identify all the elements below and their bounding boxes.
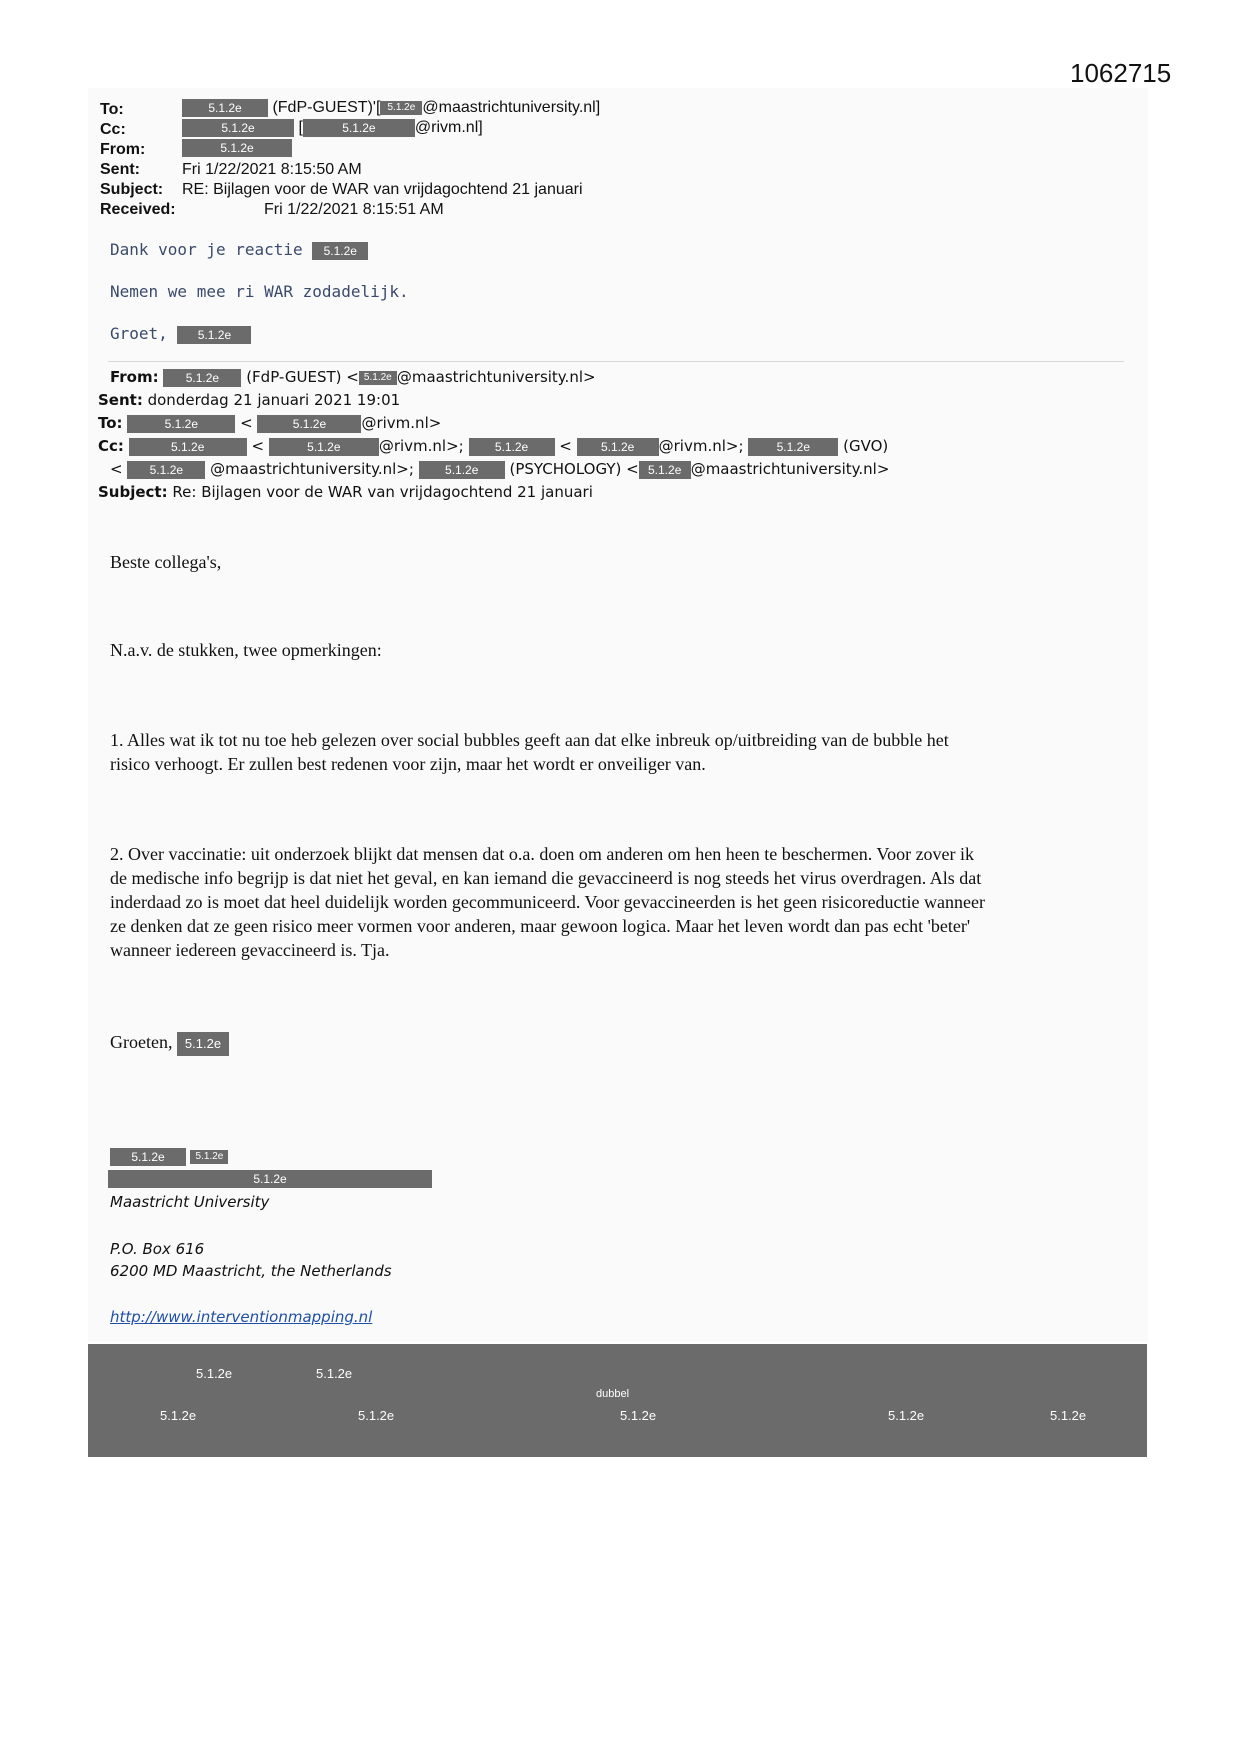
reply-line-1 (110, 240, 368, 260)
to-value (182, 98, 600, 118)
quoted-from-text: (FdP-GUEST) < (246, 368, 359, 386)
redaction: 5.1.2e (312, 242, 368, 260)
quoted-subject-label: Subject: (98, 483, 168, 501)
redaction: 5.1.2e (316, 1366, 353, 1381)
quoted-to-address: @rivm.nl> (361, 414, 442, 432)
quoted-from-label: From: (110, 368, 159, 386)
signature-org: Maastricht University (110, 1193, 270, 1211)
quoted-sent-value: donderdag 21 januari 2021 19:01 (147, 391, 401, 409)
redaction: 5.1.2e (380, 101, 422, 115)
redaction: 5.1.2e (1050, 1408, 1087, 1423)
quoted-to-label: To: (98, 414, 123, 432)
redaction: 5.1.2e (469, 438, 555, 456)
redaction: 5.1.2e (182, 139, 292, 157)
website-link[interactable]: http://www.interventionmapping.nl (110, 1308, 373, 1326)
quoted-cc-row (98, 435, 888, 457)
quoted-cc-text: < (110, 460, 123, 478)
redaction: 5.1.2e (177, 326, 251, 344)
sent-value: Fri 1/22/2021 8:15:50 AM (182, 161, 362, 178)
quoted-cc-text: (GVO) (843, 437, 889, 455)
subject-value: RE: Bijlagen voor de WAR van vrijdagochtend 21 januari (182, 181, 583, 198)
quoted-cc-address: @maastrichtuniversity.nl>; (210, 460, 414, 478)
to-row (100, 100, 124, 120)
redaction: 5.1.2e (196, 1366, 233, 1381)
signature-address-2: 6200 MD Maastricht, the Netherlands (110, 1262, 392, 1280)
redaction: 5.1.2e (359, 371, 397, 385)
received-label: Received: (100, 201, 176, 218)
from-row (100, 140, 145, 160)
cc-address: @rivm.nl] (414, 119, 483, 136)
quoted-sent-row (98, 389, 400, 411)
quoted-cc-text: < (559, 437, 572, 455)
point-2-line: inderdaad zo is moet dat heel duidelijk worden gecommuniceerd. Voor gevaccineerden is het geen risicoreductie wanneer (110, 892, 985, 912)
signature-address-1: P.O. Box 616 (110, 1240, 205, 1258)
reply-text: Dank voor je reactie (110, 240, 303, 259)
greeting: Beste collega's, (110, 552, 222, 572)
cc-text: [ (298, 119, 303, 136)
to-label: To: (100, 101, 124, 118)
redaction: 5.1.2e (110, 1148, 186, 1166)
redaction: 5.1.2e (888, 1408, 925, 1423)
quoted-cc-text: < (251, 437, 265, 455)
quoted-subject-row (98, 481, 593, 503)
to-address: @maastrichtuniversity.nl] (422, 99, 601, 116)
quoted-from-row (110, 366, 596, 388)
redaction: 5.1.2e (190, 1150, 228, 1164)
redaction: 5.1.2e (129, 438, 247, 456)
intro: N.a.v. de stukken, twee opmerkingen: (110, 640, 382, 660)
quoted-cc-address: @rivm.nl>; (378, 437, 464, 455)
cc-value (182, 118, 483, 138)
received-row (100, 200, 176, 220)
sent-label: Sent: (100, 161, 140, 178)
cc-label: Cc: (100, 121, 126, 138)
subject-label: Subject: (100, 181, 164, 198)
reply-line-2: Nemen we mee ri WAR zodadelijk. (110, 282, 409, 301)
separator (108, 361, 1124, 362)
redaction: 5.1.2e (269, 438, 379, 456)
quoted-cc-row-2 (110, 458, 889, 480)
reply-line-3 (110, 324, 251, 344)
point-1-line: 1. Alles wat ik tot nu toe heb gelezen over social bubbles geeft aan dat elke inbreuk op/uitbreiding van de bubble het (110, 730, 949, 750)
redaction: 5.1.2e (748, 438, 838, 456)
from-label: From: (100, 141, 146, 158)
redaction: 5.1.2e (577, 438, 659, 456)
redaction: 5.1.2e (127, 461, 205, 479)
closing (110, 1030, 229, 1056)
to-text: (FdP-GUEST)'[ (272, 99, 381, 116)
closing-text: Groeten, (110, 1032, 173, 1052)
redaction: 5.1.2e (177, 1032, 229, 1056)
reply-text: Groet, (110, 324, 168, 343)
quoted-to-text: < (240, 414, 253, 432)
quoted-cc-text: (PSYCHOLOGY) < (509, 460, 639, 478)
quoted-to-row (98, 412, 441, 434)
received-value: Fri 1/22/2021 8:15:51 AM (264, 201, 444, 218)
signature-redactions (110, 1148, 228, 1166)
redaction: 5.1.2e (163, 369, 241, 387)
redaction: 5.1.2e (358, 1408, 395, 1423)
cc-row (100, 120, 126, 140)
redaction: 5.1.2e (419, 461, 505, 479)
point-1-line: risico verhoogt. Er zullen best redenen voor zijn, maar het wordt er onveiliger van. (110, 754, 706, 774)
sent-row (100, 160, 140, 180)
point-2 (110, 842, 1120, 962)
quoted-cc-address: @rivm.nl>; (658, 437, 744, 455)
subject-row (100, 180, 163, 200)
quoted-subject-value: Re: Bijlagen voor de WAR van vrijdagochtend 21 januari (172, 483, 593, 501)
document-number: 1062715 (1070, 58, 1172, 88)
quoted-sent-label: Sent: (98, 391, 143, 409)
quoted-cc-label: Cc: (98, 437, 124, 455)
redaction: 5.1.2e (127, 415, 235, 433)
band-label: dubbel (596, 1388, 630, 1400)
redaction: 5.1.2e (639, 461, 691, 479)
point-1 (110, 728, 1120, 776)
redaction: 5.1.2e (160, 1408, 197, 1423)
signature-redaction-wide (108, 1170, 432, 1188)
point-2-line: wanneer iedereen gevaccineerd is. Tja. (110, 940, 390, 960)
redaction: 5.1.2e (620, 1408, 657, 1423)
redaction: 5.1.2e (303, 119, 415, 137)
redaction: 5.1.2e (182, 99, 268, 117)
signature-link[interactable] (110, 1306, 372, 1328)
quoted-cc-address: @maastrichtuniversity.nl> (690, 460, 890, 478)
redaction: 5.1.2e (108, 1170, 432, 1188)
quoted-from-address: @maastrichtuniversity.nl> (396, 368, 596, 386)
redaction-band (88, 1344, 1147, 1457)
point-2-line: 2. Over vaccinatie: uit onderzoek blijkt dat mensen dat o.a. doen om anderen om hen heen te beschermen. Voor zover ik (110, 844, 975, 864)
redaction: 5.1.2e (182, 119, 294, 137)
point-2-line: de medische info begrijp is dat niet het geval, en kan iemand die gevaccineerd is nog steeds het virus overdragen. Als dat (110, 868, 982, 888)
redaction: 5.1.2e (257, 415, 361, 433)
from-value (182, 138, 292, 158)
point-2-line: ze denken dat ze geen risico meer vormen voor anderen, maar gewoon logica. Maar het leven wordt dan pas echt 'beter' (110, 916, 971, 936)
email-panel (88, 88, 1148, 1342)
